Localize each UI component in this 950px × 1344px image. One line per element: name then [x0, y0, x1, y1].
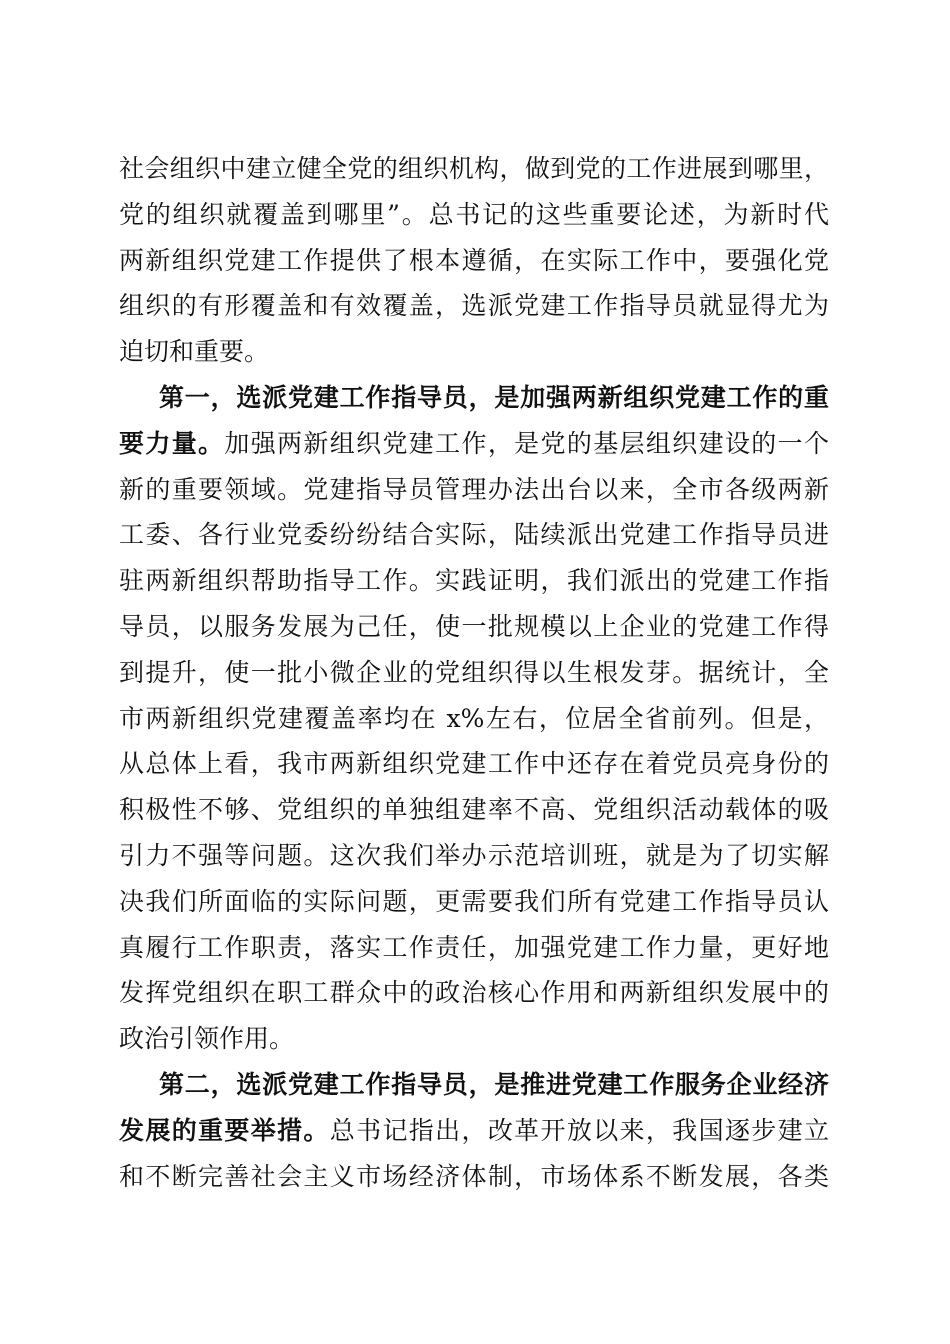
point-heading: 第一，选派党建工作指导员，是加强两新组织党建工作的重 — [159, 382, 829, 412]
point-heading-end: 发展的重要举措。 — [119, 1115, 330, 1145]
text-line: 党的组织就覆盖到哪里”。总书记的这些重要论述，为新时代 — [119, 199, 829, 229]
text-line: 积极性不够、党组织的单独组建率不高、党组织活动载体的吸 — [119, 795, 829, 825]
text-line: 市两新组织党建覆盖率均在 x%左右，位居全省前列。但是， — [119, 703, 829, 733]
text-line: 两新组织党建工作提供了根本遵循，在实际工作中，要强化党 — [119, 245, 829, 275]
text-line: 新的重要领域。党建指导员管理办法出台以来，全市各级两新 — [119, 474, 829, 504]
text-line: 政治引领作用。 — [119, 1024, 295, 1054]
text-line: 和不断完善社会主义市场经济体制，市场体系不断发展，各类 — [119, 1161, 829, 1191]
text-line: 驻两新组织帮助指导工作。实践证明，我们派出的党建工作指 — [119, 566, 829, 596]
point-heading-end: 要力量。 — [119, 428, 225, 458]
text-line: 决我们所面临的实际问题，更需要我们所有党建工作指导员认 — [119, 886, 829, 916]
document-body — [119, 146, 829, 1199]
text-line — [119, 1108, 829, 1154]
text-line: 导员，以服务发展为己任，使一批规模以上企业的党建工作得 — [119, 611, 829, 641]
paragraph-first-point — [119, 375, 829, 1062]
text-line: 到提升，使一批小微企业的党组织得以生根发芽。据统计，全 — [119, 657, 829, 687]
text-line: 发挥党组织在职工群众中的政治核心作用和两新组织发展中的 — [119, 978, 829, 1008]
text-line: 工委、各行业党委纷纷结合实际，陆续派出党建工作指导员进 — [119, 520, 829, 550]
text-line: 组织的有形覆盖和有效覆盖，选派党建工作指导员就显得尤为 — [119, 291, 829, 321]
text-line: 引力不强等问题。这次我们举办示范培训班，就是为了切实解 — [119, 840, 829, 870]
text-line: 真履行工作职责，落实工作责任，加强党建工作力量，更好地 — [119, 932, 829, 962]
point-heading: 第二，选派党建工作指导员，是推进党建工作服务企业经济 — [159, 1069, 829, 1099]
text-line: 社会组织中建立健全党的组织机构，做到党的工作进展到哪里， — [119, 154, 829, 183]
paragraph-second-point — [119, 1062, 829, 1199]
paragraph-intro — [119, 146, 829, 375]
text-line — [119, 421, 829, 467]
text-line: 迫切和重要。 — [119, 337, 270, 367]
text-line: 从总体上看，我市两新组织党建工作中还存在着党员亮身份的 — [119, 749, 829, 779]
text-segment: 总书记指出，改革开放以来，我国逐步建立 — [329, 1115, 829, 1145]
text-segment: 加强两新组织党建工作，是党的基层组织建设的一个 — [224, 428, 829, 458]
